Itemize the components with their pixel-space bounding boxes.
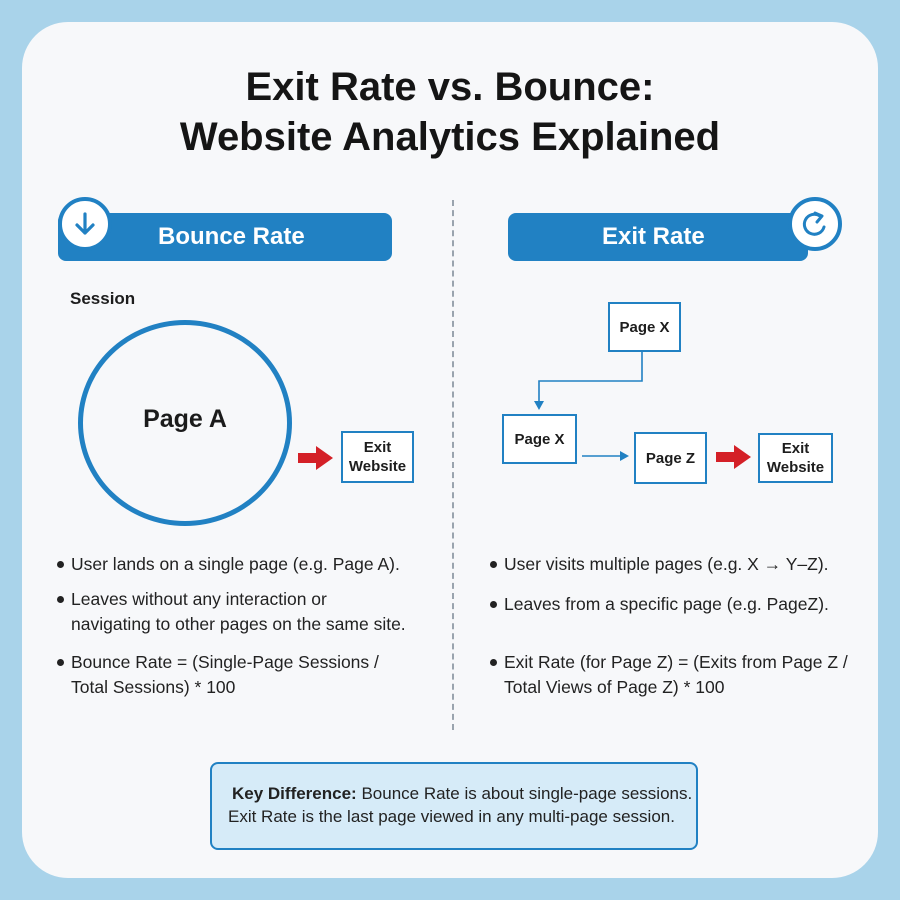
exit-bullet-3-line-2: Total Views of Page Z) * 100 <box>504 677 725 697</box>
bounce-bullet-1-text: User lands on a single page (e.g. Page A). <box>71 554 400 574</box>
bounce-bullet-3-line-2: Total Sessions) * 100 <box>71 677 236 697</box>
exit-bullet-1-text: User visits multiple pages (e.g. X → Y–Z). <box>504 554 829 574</box>
bounce-exit-line-2: Website <box>348 458 407 475</box>
page-x-connector-arrow <box>534 352 642 410</box>
key-difference-line-1 <box>232 782 692 806</box>
bounce-bullet-2-line-2: navigating to other pages on the same site. <box>71 614 406 634</box>
bullet-dot <box>57 561 64 568</box>
bullet-dot <box>57 659 64 666</box>
page-x-top-label: Page X <box>619 318 670 336</box>
bullet-dot <box>57 596 64 603</box>
session-label: Session <box>70 289 136 308</box>
bounce-bullet-2-line-1: Leaves without any interaction or <box>71 589 327 609</box>
page-a-label: Page A <box>143 405 227 433</box>
bullet-dot <box>490 659 497 666</box>
page-z-label: Page Z <box>645 449 696 467</box>
key-difference-box <box>210 762 698 850</box>
page-x-label: Page X <box>514 430 565 448</box>
key-difference-text-1: Bounce Rate is about single-page sessions. <box>356 784 693 803</box>
exit-exit-line-1: Exit <box>781 440 810 457</box>
exit-exit-line-2: Website <box>766 459 825 476</box>
title-line-1: Exit Rate vs. Bounce: <box>245 65 655 109</box>
bounce-exit-red-arrow <box>298 446 333 470</box>
bounce-exit-line-1: Exit <box>363 439 392 456</box>
exit-rate-header-label: Exit Rate <box>602 223 705 250</box>
key-difference-line-2: Exit Rate is the last page viewed in any multi-page session. <box>228 807 675 826</box>
bullet-dot <box>490 601 497 608</box>
bullet-dot <box>490 561 497 568</box>
page-x-to-z-arrow <box>582 451 629 461</box>
bounce-bullet-3-line-1: Bounce Rate = (Single-Page Sessions / <box>71 652 379 672</box>
exit-bullet-2-text: Leaves from a specific page (e.g. PageZ). <box>504 594 829 614</box>
exit-red-arrow <box>716 445 751 469</box>
key-difference-label: Key Difference: <box>232 784 357 803</box>
exit-bullet-3-line-1: Exit Rate (for Page Z) = (Exits from Page Z / <box>504 652 848 672</box>
bounce-rate-header-label: Bounce Rate <box>158 223 305 250</box>
title-line-2: Website Analytics Explained <box>179 115 721 159</box>
